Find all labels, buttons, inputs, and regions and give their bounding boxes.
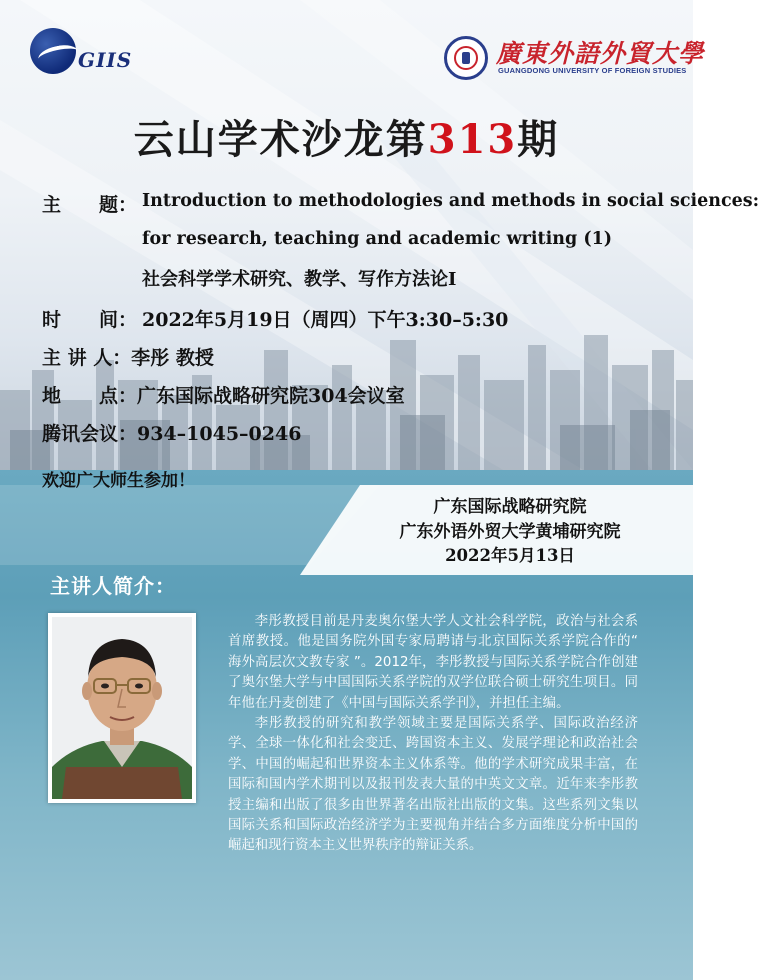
tencent-meeting-row <box>42 419 301 446</box>
place-value: 广东国际战略研究院304会议室 <box>137 385 405 407</box>
gdufs-emblem-icon <box>444 36 488 80</box>
speaker-photo <box>48 613 196 803</box>
time-label: 时 间： <box>42 309 138 331</box>
title-prefix: 云山学术沙龙第 <box>133 116 428 163</box>
speaker-intro-heading: 主讲人简介： <box>50 574 176 598</box>
page-title <box>0 108 693 165</box>
bio-paragraph-1: 李彤教授目前是丹麦奥尔堡大学人文社会科学院，政治与社会系首席教授。他是国务院外国专家局聘请与北京国际关系学院合作的“ 海外高层次文教专家 ”。2012年，李彤教授与国际关系学院合作创建了奥尔堡大学与中国国际关系学院的双学位联合硕士研究生项目。同年他在丹麦创建了《中国与国际关系学刊》，并担任主编。 <box>228 614 638 711</box>
organizer-1: 广东国际战略研究院 <box>433 497 587 517</box>
time-value: 2022年5月19日（周四）下午3:30–5:30 <box>142 309 509 331</box>
speaker-value: 李彤 教授 <box>131 347 214 369</box>
topic-label: 主 题： <box>42 194 138 216</box>
speaker-row <box>42 343 214 370</box>
place-label: 地 点： <box>42 385 138 407</box>
topic-line-1: Introduction to methodologies and methods in social sciences: <box>142 191 759 211</box>
organizer-date: 2022年5月13日 <box>445 546 575 565</box>
speaker-bio <box>228 612 638 857</box>
giis-logo <box>30 28 140 76</box>
welcome-text: 欢迎广大师生参加！ <box>42 471 195 491</box>
organizer-2: 广东外语外贸大学黄埔研究院 <box>399 522 621 542</box>
tencent-label: 腾讯会议： <box>42 423 138 445</box>
speaker-portrait-image <box>52 617 192 799</box>
gdufs-logo-english: GUANGDONG UNIVERSITY OF FOREIGN STUDIES <box>498 66 687 75</box>
giis-logo-text: GIIS <box>78 48 133 72</box>
time-row <box>42 305 508 332</box>
topic-line-2: for research, teaching and academic writing (1) <box>142 229 613 249</box>
gdufs-logo-chinese: 廣東外語外貿大學 <box>496 39 705 68</box>
tencent-meeting-id: 934–1045–0246 <box>137 423 302 445</box>
bio-paragraph-2: 李彤教授的研究和教学领域主要是国际关系学、国际政治经济学、全球一体化和社会变迁、跨国资本主义、发展学理论和政治社会学、中国的崛起和世界资本主义体系等。他的学术研究成果丰富，在国际和国内学术期刊以及报刊发表大量的中英文文章。近年来李彤教授主编和出版了很多由世界著名出版社出版的文集。这些系列文集以国际关系和国际政治经济学为主要视角并结合多方面维度分析中国的崛起和现行资本主义世界秩序的辩证关系。 <box>228 716 638 854</box>
topic-row <box>42 190 142 217</box>
title-suffix: 期 <box>517 116 560 163</box>
title-number: 313 <box>427 116 518 163</box>
gdufs-logo <box>444 36 705 86</box>
topic-line-3: 社会科学学术研究、教学、写作方法论I <box>142 269 457 290</box>
place-row <box>42 381 405 408</box>
speaker-label: 主 讲 人： <box>42 347 132 369</box>
